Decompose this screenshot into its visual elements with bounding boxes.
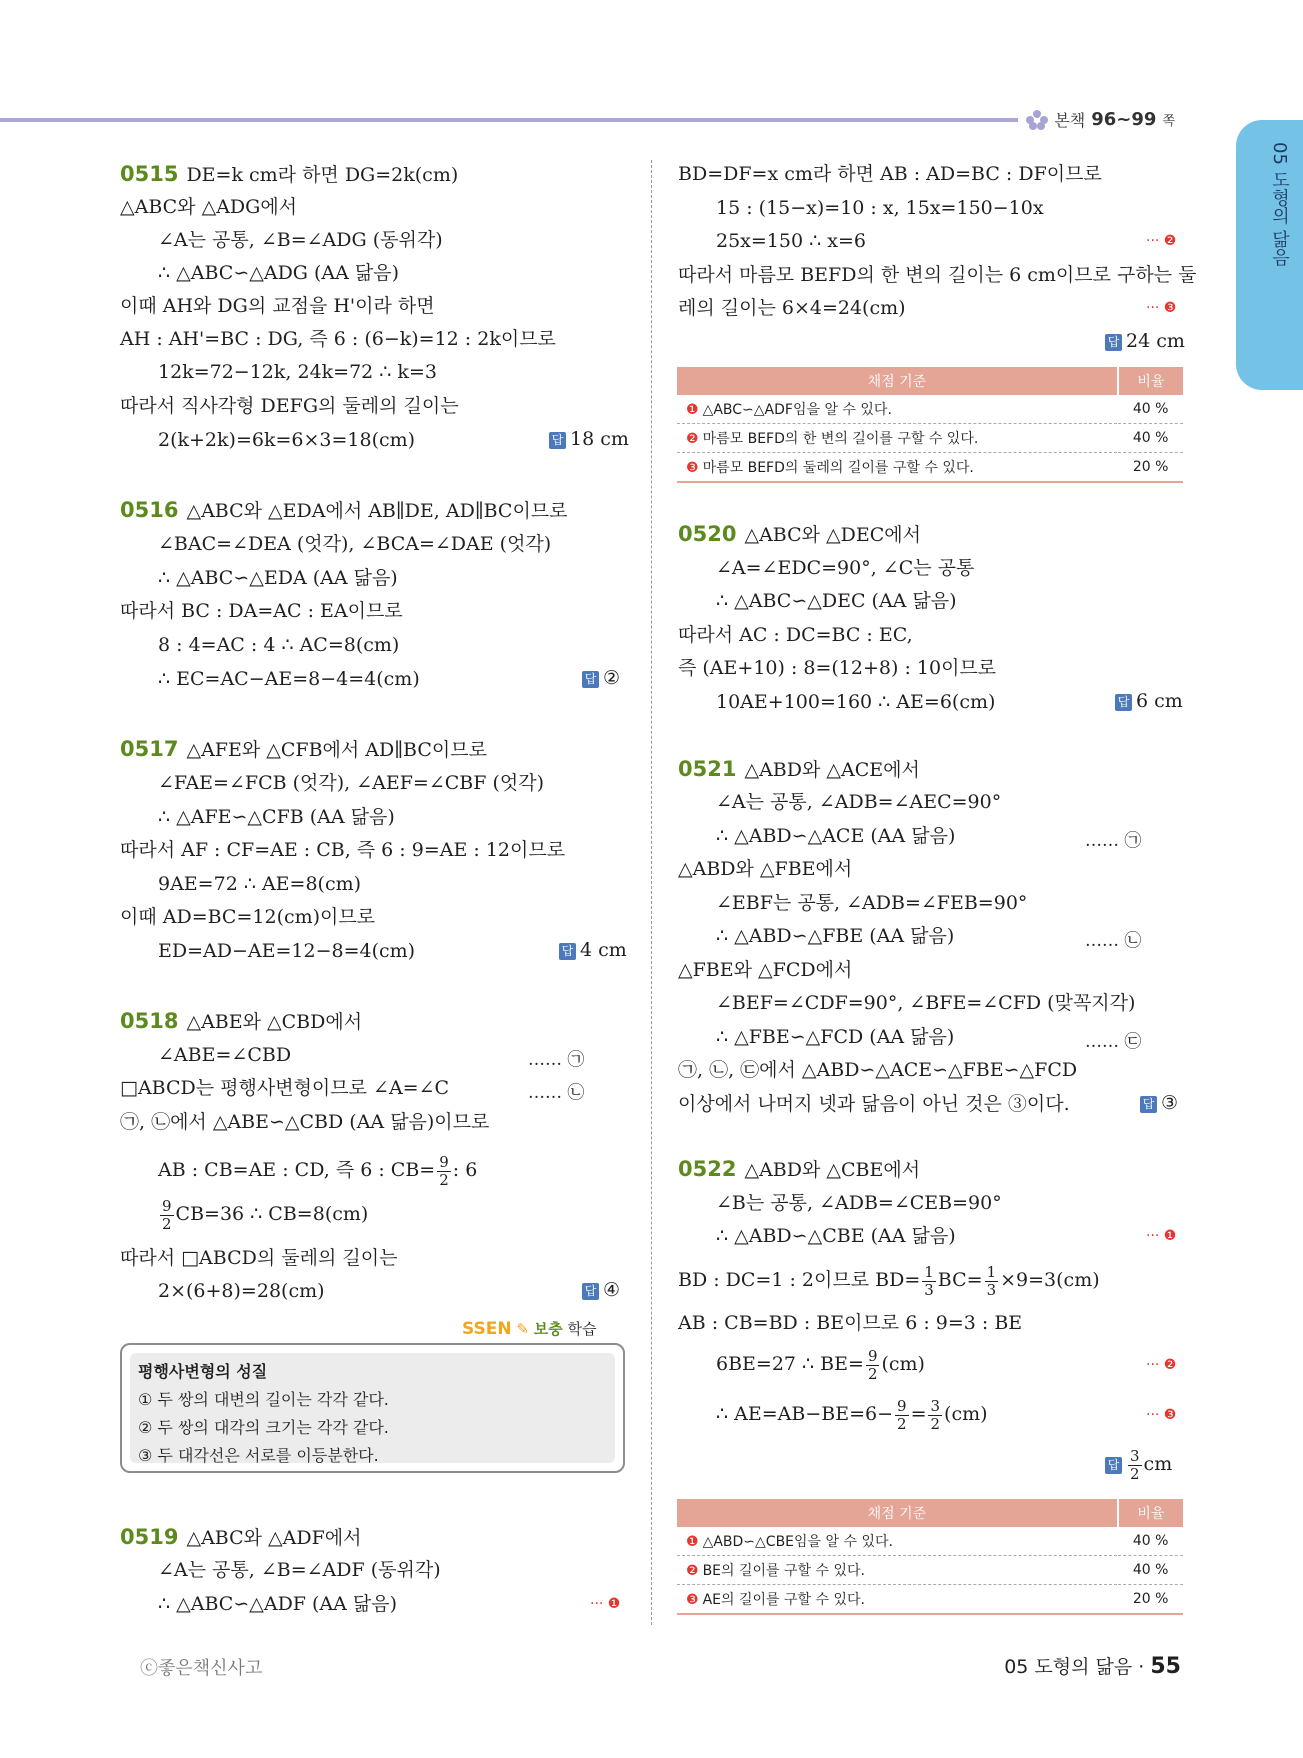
p0518-line-2: □ABCD는 평행사변형이므로 ∠A=∠C <box>120 1077 450 1099</box>
chapter-tab[interactable] <box>1236 120 1303 390</box>
p0517-line-2: ∴ △AFE∽△CFB (AA 닮음) <box>158 806 395 828</box>
p0515-line-6: 12k=72−12k, 24k=72 ∴ k=3 <box>158 361 437 383</box>
p0515-line-7: 따라서 직사각형 DEFG의 둘레의 길이는 <box>120 395 459 417</box>
answer-0516: 답 ② <box>582 667 620 689</box>
p0517-line-4: 9AE=72 ∴ AE=8(cm) <box>158 873 362 895</box>
p0521-line-9: ㉠, ㉡, ㉢에서 △ABD∽△ACE∽△FBE∽△FCD <box>678 1059 1078 1081</box>
p0516-line-5: ∴ EC=AC−AE=8−4=4(cm) <box>158 668 420 690</box>
step-marker: ··· ❶ <box>590 1596 621 1612</box>
ssen-brand: SSEN <box>462 1319 512 1339</box>
problem-number: 0522 <box>678 1157 737 1181</box>
p0521-line-6: △FBE와 △FCD에서 <box>678 959 853 981</box>
p0518-line-6: 따라서 □ABCD의 둘레의 길이는 <box>120 1247 398 1269</box>
p0522-line-0: 0522 △ABD와 △CBE에서 <box>678 1157 921 1181</box>
p0520-line-3: 따라서 AC : DC=BC : EC, <box>678 624 913 646</box>
answer-icon: 답 <box>582 1283 599 1300</box>
ssen-tag: 보충 <box>533 1320 563 1338</box>
p0520-line-2: ∴ △ABC∽△DEC (AA 닮음) <box>716 590 957 612</box>
fraction: $\frac{9}{2}$ <box>439 1152 449 1189</box>
p0522-line-6: ∴ AE=AB−BE=6− $\frac{9}{2}$ = $\frac{3}{2}$ (cm) <box>716 1396 988 1433</box>
p0516-line-3: 따라서 BC : DA=AC : EA이므로 <box>120 600 403 622</box>
col-ratio: 비율 <box>1118 1499 1183 1527</box>
ref-pages: 96~99 <box>1091 109 1157 130</box>
p0518-line-1: ∠ABE=∠CBD <box>158 1044 292 1066</box>
answer-icon: 답 <box>559 943 576 960</box>
step-marker: ··· ❸ <box>1146 1407 1177 1423</box>
answer-icon: 답 <box>1105 1457 1122 1474</box>
p0521-line-1: ∠A는 공통, ∠ADB=∠AEC=90° <box>716 791 1002 813</box>
p0518-line-3: ㉠, ㉡에서 △ABE∽△CBD (AA 닮음)이므로 <box>120 1111 490 1133</box>
p0519-line-0: 0519 △ABC와 △ADF에서 <box>120 1525 362 1549</box>
p0519b-line-3: 따라서 마름모 BEFD의 한 변의 길이는 6 cm이므로 구하는 둘 <box>678 264 1197 286</box>
p0516-line-2: ∴ △ABC∽△EDA (AA 닮음) <box>158 567 398 589</box>
p0520-line-1: ∠A=∠EDC=90°, ∠C는 공통 <box>716 557 975 579</box>
mark-b: …… ㉡ <box>528 1083 585 1103</box>
p0522-line-4: AB : CB=BD : BE이므로 6 : 9=3 : BE <box>678 1312 1023 1334</box>
p0519b-line-0: BD=DF=x cm라 하면 AB : AD=BC : DF이므로 <box>678 163 1102 185</box>
problem-number: 0515 <box>120 162 179 186</box>
p0519-line-1: ∠A는 공통, ∠B=∠ADF (동위각) <box>158 1559 441 1581</box>
score-table-2 <box>677 1499 1183 1615</box>
p0521-line-4: ∠EBF는 공통, ∠ADB=∠FEB=90° <box>716 892 1028 914</box>
p0515-line-3: ∴ △ABC∽△ADG (AA 닮음) <box>158 262 400 284</box>
table-row: ❷ BE의 길이를 구할 수 있다. 40 % <box>677 1556 1183 1585</box>
fraction: $\frac{1}{3}$ <box>924 1262 934 1299</box>
problem-number: 0521 <box>678 757 737 781</box>
supplement-item: ① 두 쌍의 대변의 길이는 각각 같다. <box>138 1390 389 1409</box>
problem-number: 0519 <box>120 1525 179 1549</box>
header-rule <box>0 118 1170 122</box>
table-row: ❷ 마름모 BEFD의 한 변의 길이를 구할 수 있다. 40 % <box>677 424 1183 453</box>
col-criteria: 채점 기준 <box>677 367 1118 395</box>
p0518-line-7: 2×(6+8)=28(cm) <box>158 1280 325 1302</box>
page-number: 55 <box>1150 1654 1181 1679</box>
ref-suffix: 쪽 <box>1162 114 1175 129</box>
p0515-line-4: 이때 AH와 DG의 교점을 H'이라 하면 <box>120 295 435 317</box>
p0520-line-5: 10AE+100=160 ∴ AE=6(cm) <box>716 691 996 713</box>
fraction: $\frac{3}{2}$ <box>930 1396 941 1433</box>
p0519b-line-4: 레의 길이는 6×4=24(cm) <box>678 297 906 319</box>
p0522-line-5: 6BE=27 ∴ BE= $\frac{9}{2}$ (cm) <box>716 1346 925 1383</box>
answer-icon: 답 <box>1140 1096 1157 1113</box>
answer-icon: 답 <box>549 432 566 449</box>
ssen-tag2: 학습 <box>567 1320 597 1338</box>
answer-0518: 답 ④ <box>582 1279 620 1301</box>
p0522-line-1: ∠B는 공통, ∠ADB=∠CEB=90° <box>716 1192 1002 1214</box>
answer-0519: 답 24 cm <box>1105 330 1185 352</box>
supplement-item: ② 두 쌍의 대각의 크기는 각각 같다. <box>138 1418 389 1437</box>
table-row: ❶ △ABD∽△CBE임을 알 수 있다. 40 % <box>677 1527 1183 1556</box>
fraction: $\frac{3}{2}$ <box>1130 1446 1140 1483</box>
problem-number: 0518 <box>120 1009 179 1033</box>
p0521-line-2: ∴ △ABD∽△ACE (AA 닮음) <box>716 825 956 847</box>
p0519-line-2: ∴ △ABC∽△ADF (AA 닮음) <box>158 1593 398 1615</box>
table-row: ❸ AE의 길이를 구할 수 있다. 20 % <box>677 1585 1183 1615</box>
p0521-line-0: 0521 △ABD와 △ACE에서 <box>678 757 920 781</box>
answer-0522: 답 $\frac{3}{2}$ cm <box>1105 1442 1172 1486</box>
fraction: $\frac{9}{2}$ <box>162 1196 172 1233</box>
p0520-line-4: 즉 (AE+10) : 8=(12+8) : 10이므로 <box>678 657 997 679</box>
mark-c: …… ㉢ <box>1085 1032 1142 1052</box>
p0521-line-8: ∴ △FBE∽△FCD (AA 닮음) <box>716 1026 955 1048</box>
answer-icon: 답 <box>582 671 599 688</box>
chapter-tab-label: 05 도형의 닮음 <box>1269 142 1290 267</box>
p0518-line-5: $\frac{9}{2}$ CB=36 ∴ CB=8(cm) <box>162 1196 369 1233</box>
p0515-line-1: △ABC와 △ADG에서 <box>120 196 298 218</box>
p0516-line-1: ∠BAC=∠DEA (엇각), ∠BCA=∠DAE (엇각) <box>158 533 552 555</box>
p0517-line-5: 이때 AD=BC=12(cm)이므로 <box>120 906 376 928</box>
p0521-line-5: ∴ △ABD∽△FBE (AA 닮음) <box>716 925 955 947</box>
p0519b-line-2: 25x=150 ∴ x=6 <box>716 230 866 252</box>
p0520-line-0: 0520 △ABC와 △DEC에서 <box>678 522 921 546</box>
score-table-1 <box>677 367 1183 483</box>
step-marker: ··· ❷ <box>1146 233 1177 249</box>
col-criteria: 채점 기준 <box>677 1499 1118 1527</box>
col-ratio: 비율 <box>1118 367 1183 395</box>
mark-b: …… ㉡ <box>1085 931 1142 951</box>
p0521-line-3: △ABD와 △FBE에서 <box>678 858 853 880</box>
table-row: ❶ △ABC∽△ADF임을 알 수 있다. 40 % <box>677 395 1183 424</box>
step-marker: ··· ❸ <box>1146 300 1177 316</box>
answer-0521: 답 ③ <box>1140 1092 1178 1114</box>
footer-chapter: 05 도형의 닮음 · <box>1004 1656 1145 1678</box>
problem-number: 0517 <box>120 737 179 761</box>
p0515-line-0: 0515 DE=k cm라 하면 DG=2k(cm) <box>120 162 459 186</box>
column-divider <box>651 160 652 1625</box>
table-row: ❸ 마름모 BEFD의 둘레의 길이를 구할 수 있다. 20 % <box>677 453 1183 483</box>
problem-number: 0520 <box>678 522 737 546</box>
p0518-line-4: AB : CB=AE : CD, 즉 6 : CB= $\frac{9}{2}$ : 6 <box>158 1152 478 1189</box>
p0518-line-0: 0518 △ABE와 △CBD에서 <box>120 1009 363 1033</box>
supplement-box <box>120 1343 625 1473</box>
mark-a: …… ㉠ <box>528 1050 585 1070</box>
page-footer <box>1004 1652 1181 1679</box>
p0517-line-1: ∠FAE=∠FCB (엇각), ∠AEF=∠CBF (엇각) <box>158 772 545 794</box>
p0521-line-10: 이상에서 나머지 넷과 닮음이 아닌 것은 ③이다. <box>678 1093 1070 1115</box>
answer-0520: 답 6 cm <box>1115 690 1183 712</box>
fraction: $\frac{9}{2}$ <box>897 1396 907 1433</box>
mark-a: …… ㉠ <box>1085 831 1142 851</box>
p0521-line-7: ∠BEF=∠CDF=90°, ∠BFE=∠CFD (맞꼭지각) <box>716 992 1136 1014</box>
problem-number: 0516 <box>120 498 179 522</box>
publisher-credit: ⓒ좋은책신사고 <box>140 1658 263 1679</box>
fraction: $\frac{9}{2}$ <box>867 1346 878 1383</box>
p0517-line-0: 0517 △AFE와 △CFB에서 AD∥BC이므로 <box>120 737 487 761</box>
ref-prefix: 본책 <box>1054 111 1086 130</box>
p0522-line-2: ∴ △ABD∽△CBE (AA 닮음) <box>716 1225 956 1247</box>
page-reference <box>1018 108 1181 131</box>
ssen-label <box>462 1318 596 1339</box>
answer-0515: 답 18 cm <box>549 428 629 450</box>
p0522-line-3: BD : DC=1 : 2이므로 BD= $\frac{1}{3}$ BC= $\frac{1}{3}$ ×9=3(cm) <box>678 1262 1100 1299</box>
step-marker: ··· ❷ <box>1146 1357 1177 1373</box>
supplement-title: 평행사변형의 성질 <box>138 1362 268 1381</box>
answer-icon: 답 <box>1105 334 1122 351</box>
p0517-line-3: 따라서 AF : CF=AE : CB, 즉 6 : 9=AE : 12이므로 <box>120 839 566 861</box>
p0516-line-4: 8 : 4=AC : 4 ∴ AC=8(cm) <box>158 634 400 656</box>
p0515-line-8: 2(k+2k)=6k=6×3=18(cm) <box>158 429 416 451</box>
step-marker: ··· ❶ <box>1146 1228 1177 1244</box>
p0517-line-6: ED=AD−AE=12−8=4(cm) <box>158 940 416 962</box>
p0515-line-2: ∠A는 공통, ∠B=∠ADG (동위각) <box>158 229 443 251</box>
p0519b-line-1: 15 : (15−x)=10 : x, 15x=150−10x <box>716 197 1044 219</box>
supplement-item: ③ 두 대각선은 서로를 이등분한다. <box>138 1446 379 1465</box>
p0516-line-0: 0516 △ABC와 △EDA에서 AB∥DE, AD∥BC이므로 <box>120 498 568 522</box>
fraction: $\frac{1}{3}$ <box>986 1262 997 1299</box>
answer-icon: 답 <box>1115 694 1132 711</box>
pencil-icon: ✎ <box>516 1320 529 1338</box>
answer-0517: 답 4 cm <box>559 939 627 961</box>
p0515-line-5: AH : AH'=BC : DG, 즉 6 : (6−k)=12 : 2k이므로 <box>120 328 556 350</box>
flower-icon <box>1026 110 1048 130</box>
